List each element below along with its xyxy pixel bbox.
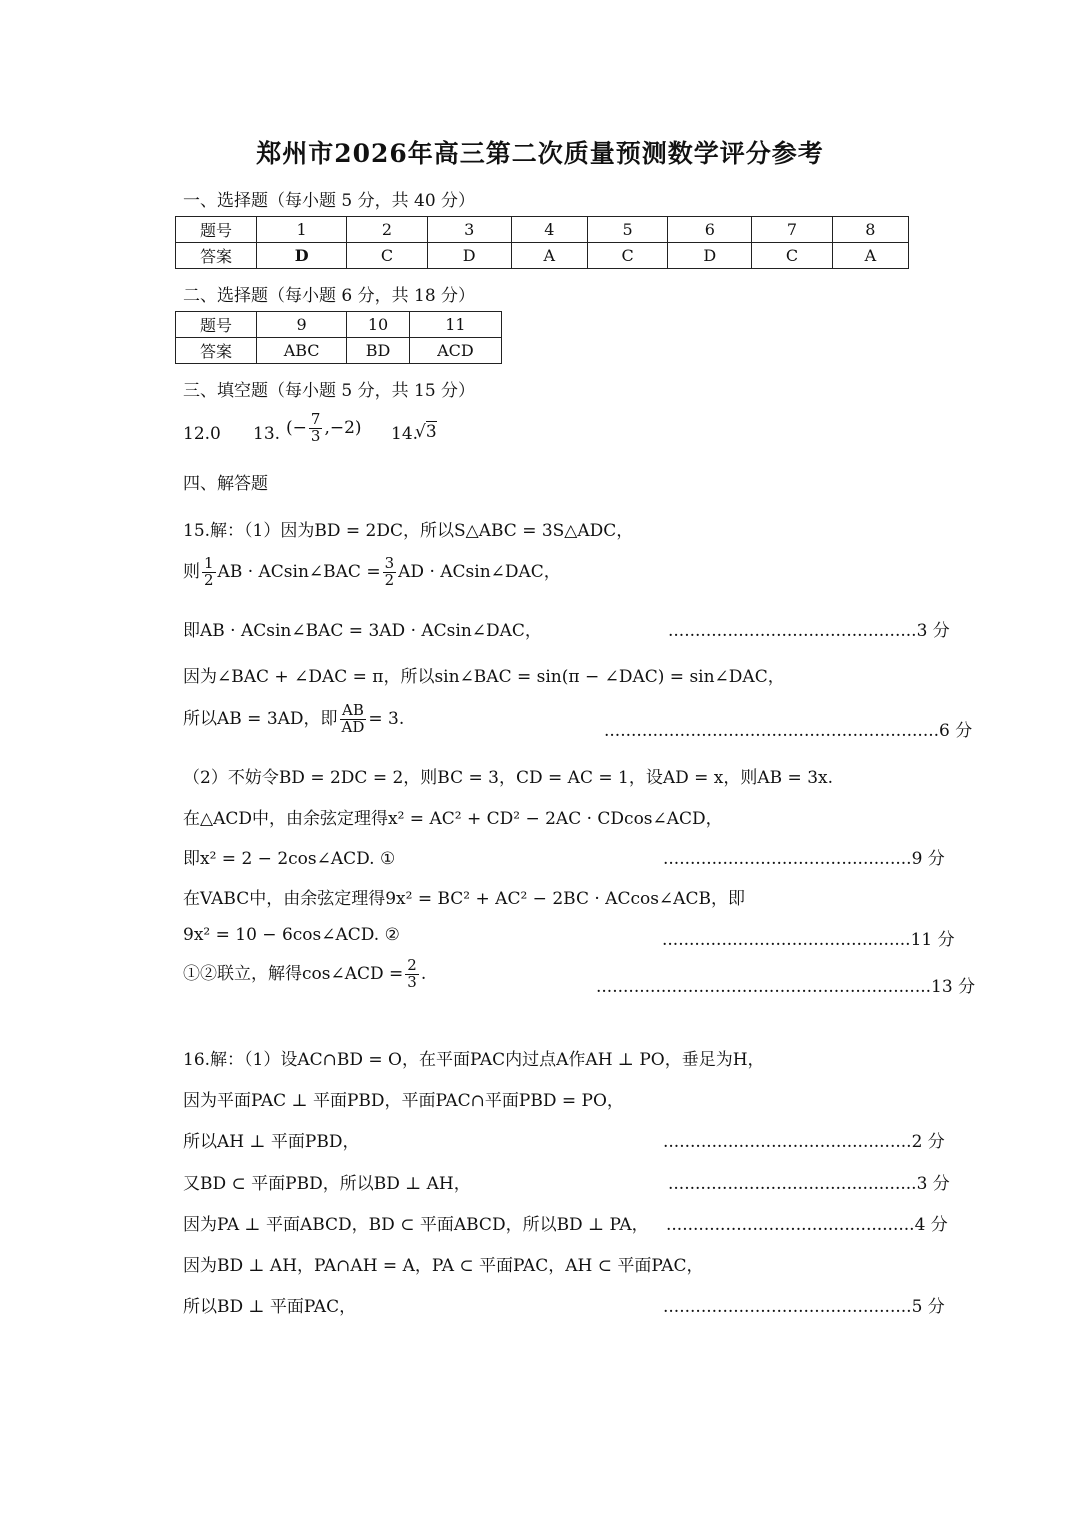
score-points: ..............................................5 分 xyxy=(663,1297,945,1317)
solution-line: 9x² = 10 − 6cos∠ACD. ② xyxy=(183,925,400,945)
question-number: 6 xyxy=(668,217,752,243)
solution-text: 则 xyxy=(183,561,200,582)
score-points: ..............................................3 分 xyxy=(668,1174,950,1194)
solution-line: 在△ACD中，由余弦定理得x² = AC² + CD² − 2AC · CDcos∠ACD， xyxy=(183,809,723,829)
fraction-denominator: 3 xyxy=(407,972,417,991)
solution-line: 16.解：（1）设AC∩BD = O，在平面PAC内过点A作AH ⊥ PO，垂足为H， xyxy=(183,1050,765,1070)
fraction-denominator: 2 xyxy=(384,570,395,589)
answer-cell: D xyxy=(668,243,752,269)
row-label: 答案 xyxy=(176,243,257,269)
solution-line: （2）不妨令BD = 2DC = 2，则BC = 3，CD = AC = 1，设AD = x，则AB = 3x. xyxy=(183,768,834,788)
solution-line xyxy=(183,556,561,589)
answer-cell: A xyxy=(832,243,908,269)
answer-cell: ABC xyxy=(257,338,347,364)
score-points: ..............................................11 分 xyxy=(662,930,955,950)
fraction-denominator: 2 xyxy=(204,570,214,589)
solution-text: = 3. xyxy=(368,708,405,729)
solution-text: ①②联立，解得cos∠ACD = xyxy=(183,963,404,984)
answer-table-2 xyxy=(175,311,502,364)
solution-line: 所以AH ⊥ 平面PBD， xyxy=(183,1132,360,1152)
sqrt-symbol: √ xyxy=(415,422,426,442)
solution-line: 因为PA ⊥ 平面ABCD，BD ⊂ 平面ABCD，所以BD ⊥ PA， xyxy=(183,1215,649,1235)
sqrt-value: 3 xyxy=(425,422,437,442)
score-points: ..............................................9 分 xyxy=(663,849,945,869)
q14-label: 14. xyxy=(391,424,419,444)
fraction-denominator: 3 xyxy=(310,426,321,445)
q13-answer: (− $\frac{7}{3}$ ,−2) xyxy=(286,410,362,445)
fraction-numerator: 1 xyxy=(204,554,214,572)
q14-answer xyxy=(415,422,437,442)
section-1-heading: 一、选择题（每小题 5 分，共 40 分） xyxy=(183,191,476,211)
solution-line: 因为平面PAC ⊥ 平面PBD，平面PAC∩平面PBD = PO， xyxy=(183,1091,624,1111)
fraction-numerator: 3 xyxy=(384,554,395,572)
solution-line: 即x² = 2 − 2cos∠ACD. ① xyxy=(183,849,396,869)
answer-cell: A xyxy=(511,243,587,269)
question-number: 7 xyxy=(752,217,832,243)
solution-line xyxy=(183,703,404,736)
score-points: ..............................................3 分 xyxy=(668,621,950,641)
answer-cell: C xyxy=(752,243,832,269)
q13-label: 13. xyxy=(253,424,281,444)
row-label: 答案 xyxy=(176,338,257,364)
question-number: 5 xyxy=(587,217,667,243)
fraction-denominator: AD xyxy=(341,717,365,736)
fraction-numerator: AB xyxy=(340,703,367,720)
table-row xyxy=(176,217,909,243)
answer-cell: C xyxy=(587,243,667,269)
question-number: 3 xyxy=(427,217,511,243)
fraction-numerator: 2 xyxy=(407,956,417,974)
answer-cell: ACD xyxy=(409,338,501,364)
question-number: 11 xyxy=(409,312,501,338)
section-4-heading: 四、解答题 xyxy=(183,474,268,494)
solution-line: 因为BD ⊥ AH，PA∩AH = A，PA ⊂ 平面PAC，AH ⊂ 平面PAC， xyxy=(183,1256,704,1276)
answer-cell: C xyxy=(347,243,427,269)
solution-line: 又BD ⊂ 平面PBD，所以BD ⊥ AH， xyxy=(183,1174,471,1194)
answer-cell: BD xyxy=(347,338,410,364)
table-row xyxy=(176,243,909,269)
solution-text: AD · ACsin∠DAC， xyxy=(398,561,561,582)
solution-line: 在VABC中，由余弦定理得9x² = BC² + AC² − 2BC · ACcos∠ACB，即 xyxy=(183,889,745,909)
solution-line: ①②联立，解得cos∠ACD = $\frac{2}{3}$ . xyxy=(183,956,427,991)
solution-line: 即AB · ACsin∠BAC = 3AD · ACsin∠DAC， xyxy=(183,621,542,641)
solution-line: 15.解：（1）因为BD = 2DC，所以S△ABC = 3S△ADC， xyxy=(183,521,634,541)
question-number: 1 xyxy=(257,217,347,243)
question-number: 10 xyxy=(347,312,410,338)
question-number: 4 xyxy=(511,217,587,243)
score-points: ..............................................4 分 xyxy=(666,1215,948,1235)
row-label: 题号 xyxy=(176,312,257,338)
table-row xyxy=(176,312,502,338)
solution-line: 所以BD ⊥ 平面PAC， xyxy=(183,1297,357,1317)
question-number: 2 xyxy=(347,217,427,243)
question-number: 9 xyxy=(257,312,347,338)
q12-answer: 12.0 xyxy=(183,424,221,444)
fraction-numerator: 7 xyxy=(310,410,321,428)
answer-cell: D xyxy=(427,243,511,269)
answer-table-1 xyxy=(175,216,909,269)
solution-line: 因为∠BAC + ∠DAC = π，所以sin∠BAC = sin(π − ∠DAC) = sin∠DAC， xyxy=(183,667,785,687)
solution-text: AB · ACsin∠BAC = xyxy=(217,561,381,582)
section-2-heading: 二、选择题（每小题 6 分，共 18 分） xyxy=(183,286,476,306)
page-title: 郑州市2026年高三第二次质量预测数学评分参考 xyxy=(256,139,824,168)
score-points: ..............................................2 分 xyxy=(663,1132,945,1152)
question-number: 8 xyxy=(832,217,908,243)
solution-text: 所以AB = 3AD，即 xyxy=(183,708,338,729)
score-points: ..............................................................6 分 xyxy=(604,721,973,741)
answer-cell: D xyxy=(257,243,347,269)
section-3-heading: 三、填空题（每小题 5 分，共 15 分） xyxy=(183,381,476,401)
row-label: 题号 xyxy=(176,217,257,243)
score-points: ..............................................................13 分 xyxy=(596,977,976,997)
table-row xyxy=(176,338,502,364)
